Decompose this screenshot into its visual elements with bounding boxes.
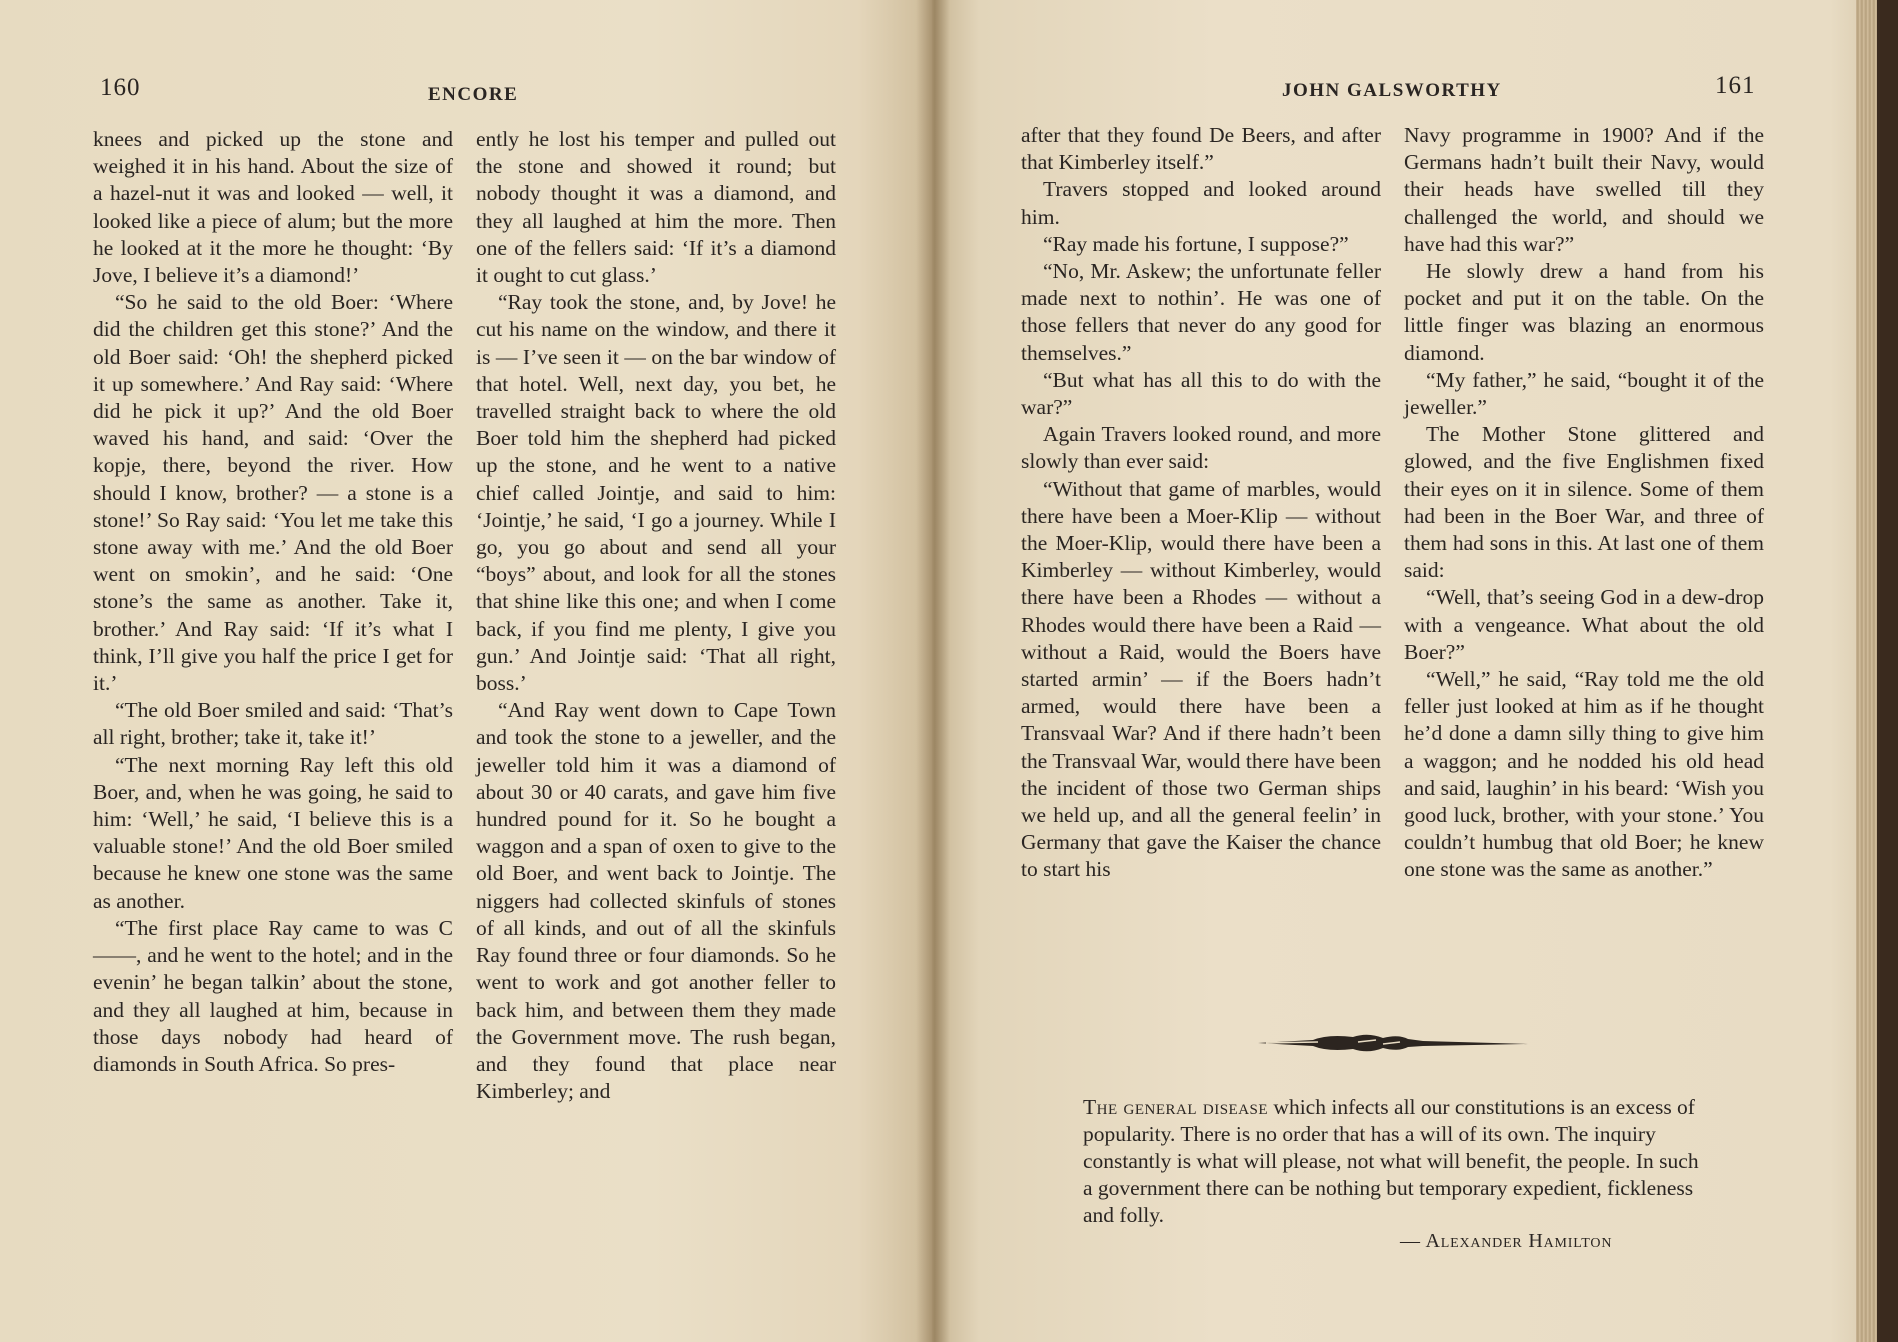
paragraph: Travers stopped and looked around him. (1021, 177, 1381, 229)
page-edges (1856, 0, 1877, 1342)
running-head-left: ENCORE (428, 84, 519, 105)
quote-body: which infects all our constitutions is an excess of popularity. There is no order that has a will of its own. The inquiry constantly is what will please, not what will benefit, the people. In such a government there can be nothing but temporary expedient, fickleness and folly. (1083, 1095, 1699, 1227)
paragraph: “The old Boer smiled and said: ‘That’s all right, brother; take it, take it!’ (93, 698, 453, 750)
left-column-1 (93, 126, 453, 1078)
book-gutter (916, 0, 950, 1342)
paragraph: “My father,” he said, “bought it of the jeweller.” (1404, 367, 1764, 420)
paragraph: “Ray took the stone, and, by Jove! he cut his name on the window, and there it is — I’ve seen it — on the bar window of that hotel. Well, next day, you bet, he travelled straight back to where the old Boer told him the shepherd had picked up the stone, and he went to a native chief called Jointje, and said to him: ‘Jointje,’ he said, ‘I go a journey. While I go, you go about and send all your “boys” about, and look for all the stones that shine like this one; and when I come back, if you find me plenty, I give you gun.’ And Jointje said: ‘That all right, boss.’ (476, 290, 836, 696)
quote-attribution: — Alexander Hamilton (1400, 1230, 1613, 1252)
decorative-ornament (1258, 1030, 1528, 1056)
running-head-right: JOHN GALSWORTHY (1282, 80, 1502, 101)
paragraph: Navy programme in 1900? And if the Germans hadn’t built their Navy, would their heads have swelled till they challenged the world, and should we have had this war?” (1404, 123, 1764, 256)
paragraph: after that they found De Beers, and after that Kimberley itself.” (1021, 123, 1381, 175)
page-number-left: 160 (100, 74, 141, 101)
paragraph: Again Travers looked round, and more slowly than ever said: (1021, 422, 1381, 474)
right-column-2 (1404, 122, 1764, 884)
paragraph: “Well, that’s seeing God in a dew-drop with a vengeance. What about the old Boer?” (1404, 585, 1764, 664)
paragraph: “Without that game of marbles, would there have been a Moer-Klip — without the Moer-Klip, would there have been a Kimberley — without Kimberley, would there have been a Rhodes — without a Rhodes would there have been a Raid — without a Raid, would the Boers have started armin’ — if the Boers hadn’t armed, would there have been a Transvaal War? And if there hadn’t been the Transvaal War, would there have been the incident of those two German ships we held up, and all the general feelin’ in Germany that gave the Kaiser the chance to start his (1021, 476, 1381, 882)
filler-quote (1083, 1094, 1703, 1229)
paragraph: He slowly drew a hand from his pocket and put it on the table. On the little finger was blazing an enormous diamond. (1404, 259, 1764, 365)
left-column-2 (476, 126, 836, 1105)
paragraph: “The next morning Ray left this old Boer, and, when he was going, he said to him: ‘Well,’ he said, ‘I believe this is a valuable stone!’ And the old Boer smiled because he knew one stone was the same as another. (93, 752, 453, 913)
paragraph: The Mother Stone glittered and glowed, and the five Englishmen fixed their eyes on it in silence. Some of them had been in the Boer War, and three of them had sons in this. At last one of them said: (1404, 422, 1764, 583)
paragraph: “Well,” he said, “Ray told me the old feller just looked at him as if he thought he’d done a damn silly thing to give him a waggon; and he nodded his old head and said, laughin’ in his beard: ‘Wish you good luck, brother, with your stone.’ You couldn’t humbug that old Boer; he knew one stone was the same as another.” (1404, 667, 1764, 882)
paragraph: ently he lost his temper and pulled out the stone and showed it round; but nobody thought it was a diamond, and they all laughed at him the more. Then one of the fellers said: ‘If it’s a diamond it ought to cut glass.’ (476, 127, 836, 288)
paragraph: knees and picked up the stone and weighed it in his hand. About the size of a hazel-nut it was and looked — well, it looked like a piece of alum; but the more he looked at it the more he thought: ‘By Jove, I believe it’s a diamond!’ (93, 127, 453, 288)
paragraph: “The first place Ray came to was C——, and he went to the hotel; and in the evenin’ he began talkin’ about the stone, and they all laughed at him, because in those days nobody had heard of diamonds in South Africa. So pres- (93, 915, 453, 1076)
quote-lead: The general disease (1083, 1095, 1269, 1119)
left-page (0, 0, 932, 1342)
page-number-right: 161 (1715, 72, 1756, 99)
paragraph: “So he said to the old Boer: ‘Where did the children get this stone?’ And the old Boer said: ‘Oh! the shepherd picked it up somewhere.’ And Ray said: ‘Where did he pick it up?’ And the old Boer waved his hand, and said: ‘Over the kopje, there, beyond the river. How should I know, brother? — a stone is a stone!’ So Ray said: ‘You let me take this stone away with me.’ And the old Boer went on smokin’, and he said: ‘One stone’s the same as another. Take it, brother.’ And Ray said: ‘If it’s what I think, I’ll give you half the price I get for it.’ (93, 290, 453, 696)
paragraph: “And Ray went down to Cape Town and took the stone to a jeweller, and the jeweller told him it was a diamond of about 30 or 40 carats, and gave him five hundred pound for it. So he bought a waggon and a span of oxen to give to the old Boer, and went back to Jointje. The niggers had collected skinfuls of stones of all kinds, and out of all the skinfuls Ray found three or four diamonds. So he went to work and got another feller to back him, and between them they made the Government move. The rush began, and they found that place near Kimberley; and (476, 698, 836, 1104)
paragraph: “Ray made his fortune, I suppose?” (1043, 231, 1349, 256)
paragraph: “No, Mr. Askew; the unfortunate feller made next to nothin’. He was one of those fellers that never do any good for themselves.” (1021, 259, 1381, 365)
paragraph: “But what has all this to do with the war?” (1021, 367, 1381, 420)
right-column-1 (1021, 122, 1381, 884)
